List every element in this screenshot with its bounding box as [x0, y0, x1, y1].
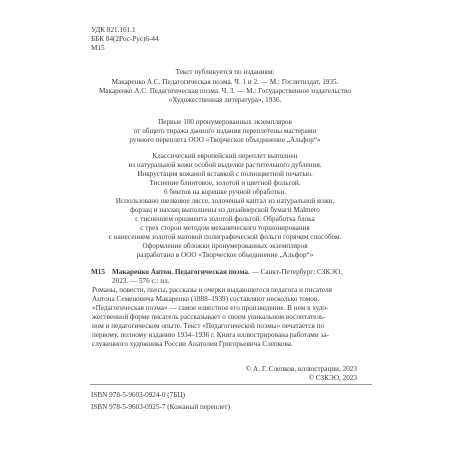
catalog-line: Антона Семеновича Макаренко (1888–1939) составляют несколько томов. — [92, 295, 320, 303]
binding-note-line: Использовано шелковое ляссе, золоченый каптал из натуральной кожи, — [115, 197, 335, 205]
isbn-line: ISBN 978-5-9603-0925-7 (Кожаный переплет) — [91, 403, 230, 411]
binding-note-line: с трех сторон методом механического торшонирования — [140, 224, 310, 232]
catalog-line: «Педагогическая поэма» — самое известное его произведение. В нем в худо- — [92, 304, 329, 312]
catalog-imprint: — Санкт-Петербург: СЗКЭО, — [249, 268, 343, 276]
catalog-line: ном и педагогическом опыте. Текст «Педагогической поэмы» печатается по — [92, 322, 325, 330]
catalog-code: М15 — [91, 268, 105, 276]
binding-note-line: Оформление обложки пронумерованных экземпляров — [142, 242, 308, 250]
catalog-line: жественной форме писатель рассказывает о своем уникальном воспитатель- — [92, 313, 326, 321]
divider — [90, 384, 372, 385]
catalog-line: первому, полному изданию 1934–1936 г. Книга иллюстрирована работами за- — [92, 331, 329, 339]
binding-note-line: из натуральной кожи особой выделки растительного дубления. — [128, 161, 322, 169]
edition-note-line: Первые 100 пронумерованных экземпляров — [158, 118, 292, 126]
catalog-first-line — [112, 268, 342, 277]
edition-note-line: ручного переплета ООО «Творческое объединение „Альфор“» — [129, 136, 321, 144]
binding-note-line: с нанесением золотой матовой полиграфической фольги горячим способом. — [108, 233, 342, 241]
copyright-illustrations: © А. Г. Слепков, иллюстрации, 2023 — [245, 365, 357, 373]
udk-code: УДК 821.161.1 — [91, 26, 136, 34]
pub-note-line: Макаренко А.С. Педагогическая поэма. Ч. 3. — М.: Государственное издательство — [99, 87, 351, 95]
author-mark: М15 — [91, 44, 105, 52]
binding-note-line: форзац и нахзац выполнены из дизайнерской бумаги Malmero — [130, 206, 320, 214]
pub-note-line: «Художественная литература», 1936. — [168, 96, 282, 104]
binding-note-line: разработано в ООО «Творческое объединение „Альфор“» — [136, 251, 314, 259]
copyright-publisher: © СЗКЭО, 2023 — [308, 374, 357, 382]
binding-note-line: 6 бинтов на корешке ручной обработки. — [163, 188, 286, 196]
binding-note-line: Тиснение блинтовое, золотой и цветной фольгой. — [149, 179, 301, 187]
pub-note-line: Макаренко А.С. Педагогическая поэма. Ч. 1 и 2. — М.: Гослитиздат, 1935. — [111, 78, 339, 86]
bbk-code: ББК 84(2Рос-Рус)6-44 — [91, 35, 159, 43]
pub-note-heading: Текст публикуется по изданиям: — [175, 68, 275, 76]
catalog-line: 2023. — 576 с.: ил. — [112, 277, 170, 285]
isbn-line: ISBN 978-5-9603-0924-0 (7БЦ) — [91, 391, 185, 399]
binding-note-line: Инкрустация кожаной вставкой с полноцветной печатью. — [137, 170, 313, 178]
binding-note-line: с тиснением орнамента золотой фольгой. Обработка блока — [135, 215, 315, 223]
edition-note-line: от общего тиража данного издания переплетены мастерами — [133, 127, 317, 135]
catalog-line: служенного художника России Анатолия Григорьевича Слепкова. — [92, 340, 293, 348]
binding-note-line: Классический европейский переплет выполнен — [152, 152, 298, 160]
catalog-line: Романы, повести, пьесы, рассказы и очерки выдающегося педагога и писателя — [92, 286, 332, 294]
catalog-author-title: Макаренко Антон. Педагогическая поэма. — [112, 268, 250, 276]
